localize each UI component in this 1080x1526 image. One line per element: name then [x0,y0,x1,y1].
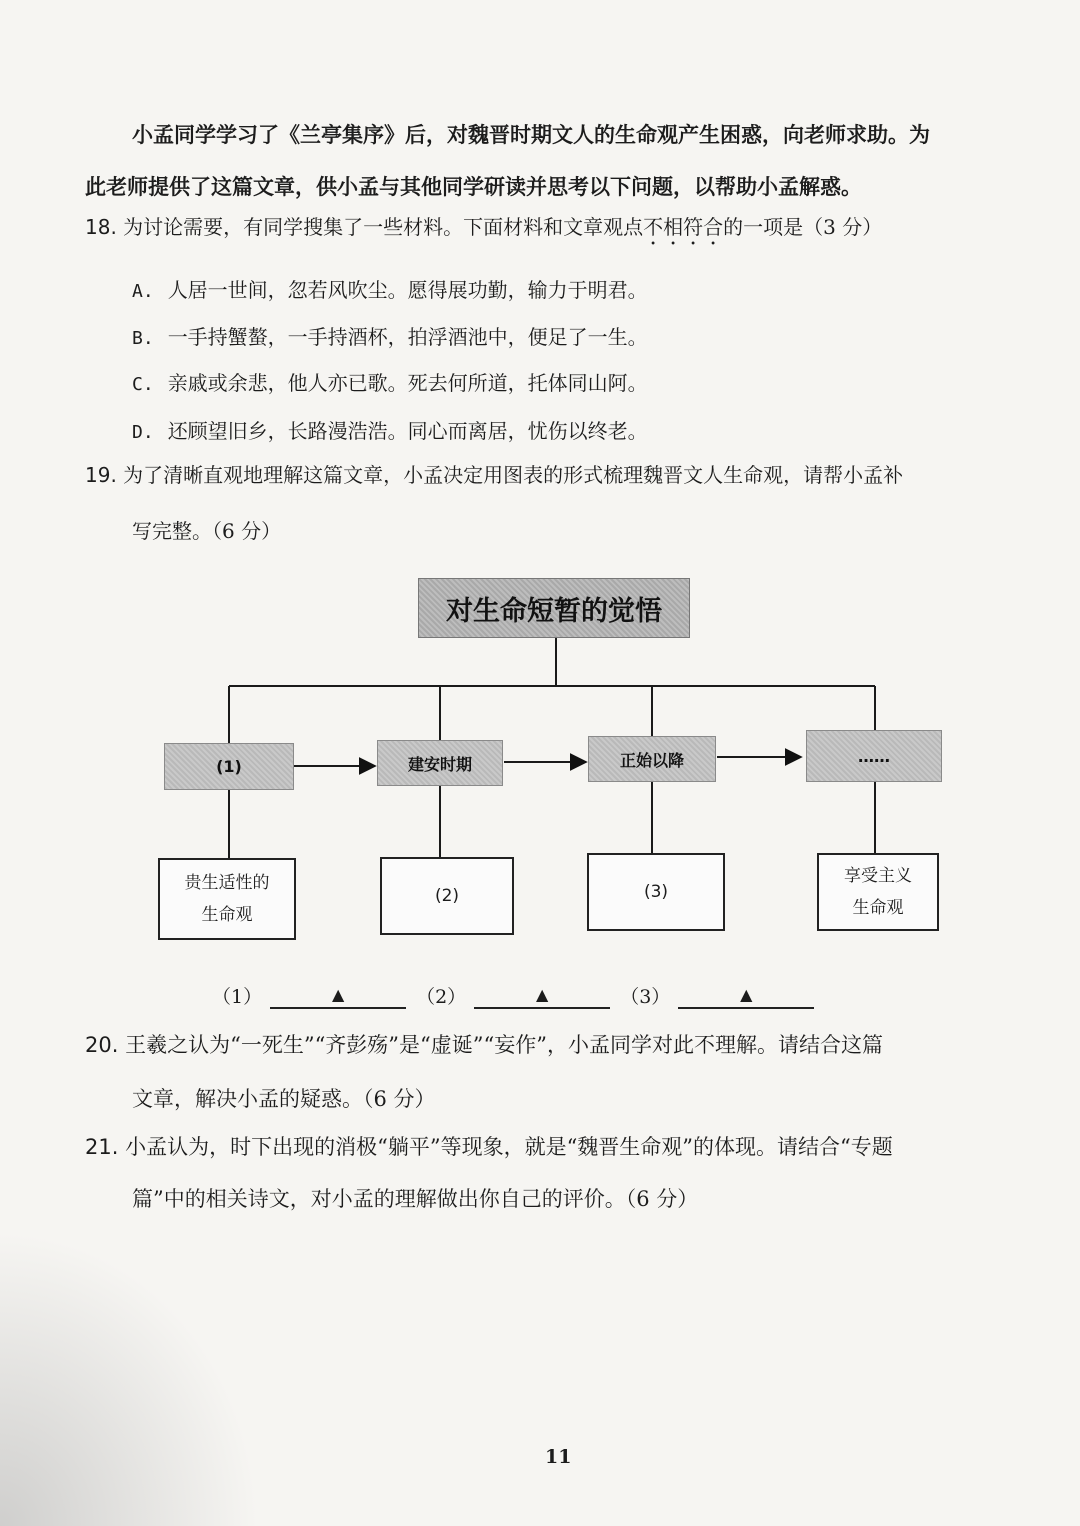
answer-label-2: （2） [416,986,467,1008]
q19-text: 为了清晰直观地理解这篇文章，小孟决定用图表的形式梳理魏晋文人生命观，请帮小孟补 [123,463,904,487]
triangle-marker: ▲ [331,984,345,1004]
intro-line-2: 此老师提供了这篇文章，供小孟与其他同学研读并思考以下问题，以帮助小孟解惑。 [85,174,862,199]
q19-line-2: 写完整。（6 分） [132,519,282,543]
triangle-marker: ▲ [740,984,753,1004]
q18-number: 18. [85,215,117,239]
q19-number: 19. [85,463,117,487]
answer-label-3: （3） [620,986,671,1008]
diagram-title: 对生命短暂的觉悟 [446,595,662,627]
period-label: 正始以降 [619,750,684,770]
period-box-1 [164,743,294,790]
option-letter: B. [132,328,154,349]
view-label: 贵生适性的 生命观 [184,873,270,925]
period-label: (1) [216,757,242,776]
answer-label-1: （1） [212,986,263,1008]
option-letter: A. [132,281,154,302]
q21-line-2: 篇”中的相关诗文，对小孟的理解做出你自己的评价。（6 分） [132,1187,699,1211]
page-shadow [0,1230,260,1526]
view-box-1 [158,858,296,940]
option-text: 亲戚或余悲，他人亦已歌。死去何所道，托体同山阿。 [167,371,648,395]
view-box-3 [587,853,725,931]
period-box-2 [377,740,503,786]
option-text: 还顾望旧乡，长路漫浩浩。同心而离居，忧伤以终老。 [167,419,648,443]
period-label: …… [858,746,890,766]
q20-line-2: 文章，解决小孟的疑惑。（6 分） [132,1087,436,1111]
period-label: 建安时期 [407,754,472,774]
q21-line-1 [85,1132,893,1162]
q18-option-a [132,275,648,307]
period-box-4 [806,730,942,782]
q19-line-1 [85,460,903,490]
diagram-title-box [418,578,690,638]
answer-blank-1[interactable] [270,983,406,1009]
q18-stem-b: 的一项是（3 分） [723,215,883,239]
option-letter: C. [132,374,154,395]
page-number: 11 [545,1446,572,1468]
intro-line-1: 小孟同学学习了《兰亭集序》后，对魏晋时期文人的生命观产生困惑，向老师求助。为 [132,122,930,147]
option-text: 一手持蟹螯，一手持酒杯，拍浮酒池中，便足了一生。 [167,325,648,349]
view-label: (2) [434,886,460,906]
q18-option-b [132,322,648,354]
period-box-3 [588,736,716,782]
answer-blank-2[interactable] [474,983,610,1009]
view-label: 享受主义 生命观 [844,866,912,918]
q18-stem-emphasis: 不相符合 [643,215,724,239]
q18-option-c [132,368,648,400]
triangle-marker: ▲ [536,984,549,1004]
q21-text: 小孟认为，时下出现的消极“躺平”等现象，就是“魏晋生命观”的体现。请结合“专题 [125,1135,893,1159]
q18-option-d [132,416,648,448]
answer-blank-3[interactable] [678,983,814,1009]
q20-line-1 [85,1030,883,1060]
q20-text: 王羲之认为“一死生”“齐彭殇”是“虚诞”“妄作”，小孟同学对此不理解。请结合这篇 [125,1033,883,1057]
q18-stem-a: 为讨论需要，有同学搜集了一些材料。下面材料和文章观点 [123,215,644,239]
option-letter: D. [132,422,154,443]
q21-number: 21. [85,1135,119,1159]
view-box-4 [817,853,939,931]
q18-stem [85,212,882,250]
q20-number: 20. [85,1033,119,1057]
view-label: (3) [643,882,669,902]
view-box-2 [380,857,514,935]
answer-blanks [212,982,824,1009]
option-text: 人居一世间，忽若风吹尘。愿得展功勤，输力于明君。 [167,278,648,302]
